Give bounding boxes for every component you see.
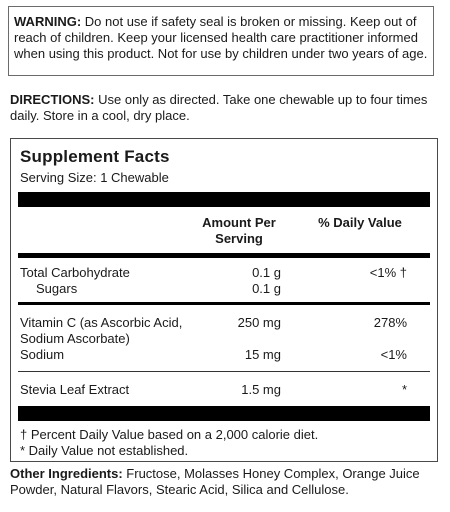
directions-text: Use only as directed. Take one chewable up to four times daily. Store in a cool, dry place.	[10, 92, 428, 123]
header-divider	[18, 253, 430, 258]
nutrient-name: Total Carbohydrate	[20, 265, 130, 280]
warning-text: Do not use if safety seal is broken or missing. Keep out of reach of children. Keep your licensed health care practitioner informed when using this product. Not for use by children under two years of age.	[14, 14, 428, 61]
nutrient-amount: 250 mg	[237, 315, 281, 330]
other-ingredients-label: Other Ingredients:	[10, 466, 123, 481]
other-ingredients	[10, 466, 440, 498]
nutrient-name: Sugars	[36, 281, 78, 296]
nutrient-name: Sodium	[20, 347, 65, 362]
nutrient-daily-value: 278%	[373, 315, 407, 330]
thick-divider	[18, 192, 430, 207]
nutrient-name: Stevia Leaf Extract	[20, 382, 130, 397]
section-divider	[18, 302, 430, 305]
footnote-percent-daily-value: † Percent Daily Value based on a 2,000 calorie diet.	[20, 427, 319, 442]
nutrient-amount: 0.1 g	[252, 265, 281, 280]
warning-label: WARNING:	[14, 14, 82, 29]
nutrient-daily-value: <1%	[380, 347, 407, 362]
row-rule	[18, 371, 430, 372]
amount-per-serving-header: Amount Per Serving	[202, 215, 276, 246]
serving-size: Serving Size: 1 Chewable	[20, 170, 169, 185]
directions-label: DIRECTIONS:	[10, 92, 95, 107]
nutrient-amount: 15 mg	[244, 347, 281, 362]
supplement-facts-title: Supplement Facts	[20, 147, 170, 166]
supplement-facts-panel	[10, 138, 438, 462]
footnote-not-established: * Daily Value not established.	[20, 443, 189, 458]
nutrient-amount: 0.1 g	[252, 281, 281, 296]
nutrient-daily-value: *	[401, 382, 407, 397]
directions	[10, 92, 440, 124]
nutrient-daily-value: <1% †	[369, 265, 407, 280]
daily-value-header: % Daily Value	[318, 215, 402, 230]
other-ingredients-text: Fructose, Molasses Honey Complex, Orange Juice Powder, Natural Flavors, Stearic Acid, Silica and Cellulose.	[10, 466, 420, 497]
warning-box	[8, 6, 434, 76]
nutrient-amount: 1.5 mg	[241, 382, 281, 397]
bottom-thick-divider	[18, 406, 430, 421]
nutrient-name: Vitamin C (as Ascorbic Acid, Sodium Ascorbate)	[20, 315, 183, 346]
